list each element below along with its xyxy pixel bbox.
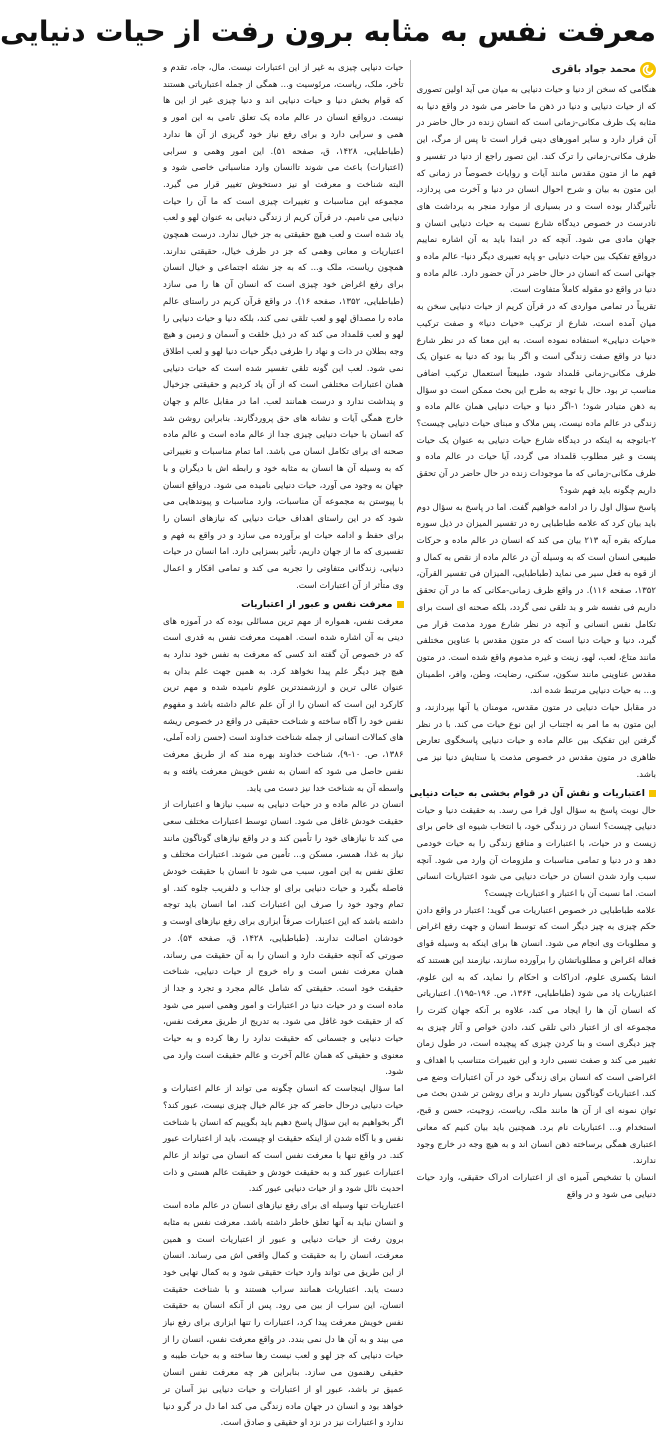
article-headline: معرفت نفس به مثابه برون رفت از حیات دنیایی (0, 15, 656, 48)
paragraph: حال نوبت پاسخ به سؤال اول فرا می رسد. به حقیقت دنیا و حیات دنیایی چیست؟ انسان در زندگی خود، با انتخاب شیوه ای خاص برای زیست و در حیات، با اعتبارات و منافع زندگی را به حیات خودمی دهد و در دنیا و تمامی مناسبات و ملزومات آن وارد می شود. آنچه سبب وارد شدن انسان در حیات دنیایی می شود اعتباریات انسانی است. اما نسبت آن با اعتبار و اعتباریات چیست؟ (416, 805, 656, 900)
author-byline (417, 60, 657, 80)
paragraph: تقریباً در تمامی مواردی که در قرآن کریم از حیات دنیایی سخن به میان آمده است، شارع از ترکیب «حیات دنیا» و صفت ترکیب «حیات دنیایی» استفاده نموده است. به این معنا که در نظر شارع دنیا در واقع صفت زندگی است و اگر بنا بود که دنیا به عنوان یک ظرف مکانی-زمانی قلمداد شود، طبیعتاً استعمال ترکیب اضافی مناسب تر بود. حال با توجه به طرح این بحث ممکن است دو سؤال به ذهن متبادر شود؛ ۱-اگر دنیا و حیات دنیایی همان عالم ماده و زندگی در عالم ماده نیست، پس ملاک و مبنای حیات دنیایی چیست؟ ۲-باتوجه به اینکه در دیدگاه شارع حیات دنیایی به عنوان یک حیات پست و غیر مطلوب قلمداد می گردد، آیا حیات در عالم ماده و ظرف مکانی-زمانی که ما موجودات زنده در حال حاضر در آن تحقق داریم چگونه باید فهم شود؟ (416, 302, 656, 496)
paragraph: علامه طباطبایی در خصوص اعتباریات می گوید: اعتبار در واقع دادن حکم چیزی به چیز دیگر است که توسط انسان و جهت رفع اغراض و مطلوبات وی انجام می شود. انسان ها برای اینکه به وسیله قوای فعاله اغراض و مطلوباتشان را برآورده سازند، نیازمند این هستند که انشا یکسری علوم، ادراکات و احکام را نماید، که به این علوم، اعتباریات یاد می شود (طباطبایی، ۱۳۶۴، ص. ۱۹۶-۱۹۵). اعتباریاتی که انسان آن ها را ایجاد می کند، علاوه بر آنکه جهان کثرت را مجموعه ای از اعتبار ذاتی تلقی کند، دادن خواص و آثار چیزی به چیز دیگری است و بنا کردن چیزی که پیچیده است، در طول زمان تغییر می کند و صفت نسبی دارد و این تغییرات متناسب با اهداف و اغراضی است که انسان برای زندگی خود در آن اعتبارات وضع می کند. اعتباریات گوناگون بسیار دارند و برای روشن تر شدن بحث می توان نمونه ای از آن ها مانند ملک، ریاست، زوجیت، حسن و قبح، استخدام و... اعتباریات نام برد. همچنین باید بیان کنیم که معانی اعتباری همگی برساخته ذهن انسان اند و به هیچ وجه در خارج وجود ندارند. (416, 905, 656, 1167)
paragraph: اعتباریات تنها وسیله ای برای رفع نیازهای انسان در عالم ماده است و انسان نباید به آنها تعلق خاطر داشته باشد. معرفت نفس به مثابه برون رفت از حیات دنیایی و عبور از اعتباریات است و همین معرفت، انسان را به حقیقت و کمال واقعی اش می رساند. انسان از این طریق می تواند وارد حیات حقیقی شود و به کمال نهایی خود دست یابد. اعتباریات همانند سراب هستند و با شناخت حقیقت انسان، این سراب از بین می رود. پس از آنکه انسان به حقیقت نفس خویش معرفت پیدا کرد، اعتبارات را تنها ابزاری برای رفع نیاز می بیند و به آن ها دل نمی بندد. در واقع معرفت نفس، انسان را از حیات دنیایی که جز لهو و لعب نیست رها ساخته و به حیات طیبه و حقیقی رهنمون می سازد. بنابراین هر چه معرفت نفس انسان عمیق تر باشد، عبور او از اعتبارات و حیات دنیایی نیز آسان تر خواهد بود و انسان در جهان ماده زندگی می کند اما دل در گرو دنیا ندارد و اعتبارات نیز در نزد او حقیقی و صادق است. (163, 1201, 404, 1429)
column-right (409, 60, 657, 1200)
section-subhead (163, 596, 404, 613)
circle-swirl-logo-icon (640, 62, 656, 78)
square-bullet-icon (649, 790, 656, 797)
paragraph: هنگامی که سخن از دنیا و حیات دنیایی به میان می آید اولین تصوری که از حیات دنیایی و دنیا در ذهن ما حاضر می شود در واقع دنیا به مثابه یک ظرف مکانی-زمانی است که انسان زنده در حال حاضر در آن قرار دارد و سایر امورهای دینی قرار است تا پس از مرگ، این ظرف مکانی-زمانی را ترک کند. این تصور راجع از دنیا در تفسیر و فهم ما از متون مقدس مانند آیات و روایات خصوصاً در زمانی که این متون به بیان و شرح احوال انسان در دنیا و آخرت می پردازد، تأثیرگذار بوده است و در بسیاری از موارد منجر به برداشت های نادرست در خصوص دیدگاه شارع نسبت به حیات دنیایی انسان و جهان مادی می شود. آنچه که در ابتدا باید به آن اشاره نماییم درواقع تفکیک بین حیات دنیایی -و پایه تعبیری دیگر دنیا- عالم ماده و جهانی است که انسان در حال حاضر در آن حضور دارد. عالم ماده و دنیا در واقع دو مقوله کاملاً متفاوت است. (416, 85, 656, 296)
paragraph: پاسخ سؤال اول را در ادامه خواهیم گفت. اما در پاسخ به سؤال دوم باید بیان کرد که علامه طباطبایی ره در تفسیر المیزان در ذیل سوره مبارکه بقره آیه ۲۱۳ بیان می کند که انسان در عالم ماده و حرکات طبیعی انسان است که به وسیله آن در عالم ماده از نقص به کمال و از قوه به فعل سیر می نماید (طباطبایی، المیزان فی تفسیر القرآن، ۱۳۵۲، صفحه ۱۱۶). در واقع ظرف زمانی-مکانی که ما در آن تحقق داریم فی نفسه شر و بد تلقی نمی گردد، بلکه صحنه ای است برای تکامل نفس انسانی و آنچه در نظر شارع مورد مذمت قرار می گیرد، دنیا و حیات دنیا است که در متون مقدس با عناوین مختلفی مانند متاع، لعب، لهو، زینت و غیره مذموم واقع شده است. در متون مقدس عناوینی مانند سکون، سکنی، رضایت، وطن، وافر، اطمینان و... به حیات دنیایی مرتبط شده اند. (416, 502, 656, 697)
paragraph: معرفت نفس، همواره از مهم ترین مسائلی بوده که در آموزه های دینی به آن اشاره شده است. اهمیت معرفت نفس به قدری است که در خصوص آن گفته اند کسی که معرفت به نفس خود ندارد به هیچ چیز دیگر علم پیدا نخواهد کرد. به همین جهت علم بدان به عنوان عالی ترین و ارزشمندترین علوم نامیده شده و مهم ترین کارکرد این است که انسان را از آن علم عالم داشته باشد و مفهوم نفس خود را آگاه ساخته و شناخت حقیقی در واقع در خصوص ریشه های کمالات انسانی از جمله شناخت خداوند است (حسن زاده آملی، ۱۳۸۶، ص. ۱۰-۹)، شناخت خداوند بهره مند که از طریق معرفت نفس حاصل می شود که انسان به نفس خویش معرفت یافته و به واسطه آن به شناخت خدا نیز دست می یابد. (163, 616, 404, 794)
section-subhead (409, 785, 657, 802)
paragraph: اما سؤال اینجاست که انسان چگونه می تواند از عالم اعتبارات و حیات دنیایی درحال حاضر که جز عالم خیال چیزی نیست، عبور کند؟ اگر بخواهیم به این سؤال پاسخ دهیم باید بگوییم که انسان با شناخت نفس و با آگاه شدن از اینکه حقیقت او چیست، باید از اعتبارات عبور کند. در واقع تنها با معرفت نفس است که انسان می تواند از عالم اعتبارات عبور کند و به حقیقت خودش و حقیقت عالم هستی و ذات احدیت نائل شود و از حیات دنیایی عبور کند. (163, 1084, 404, 1195)
paragraph: انسان با تشخیص آمیزه ای از اعتبارات ادراک حقیقی، وارد حیات دنیایی می شود و در واقع (416, 1173, 656, 1200)
subhead-text: اعتباریات و نقش آن در قوام بخشی به حیات دنیایی (409, 787, 645, 799)
column-left (163, 60, 410, 1429)
paragraph: حیات دنیایی چیزی به غیر از این اعتبارات نیست. مال، جاه، تقدم و تأخر، ملک، ریاست، مرئوسیت و... همگی از جمله اعتباریاتی هستند که قوام بخش دنیا و حیات دنیایی اند و دنیا چیزی غیر از این ها نیست. درواقع انسان در عالم ماده یک تعلق تامی به این امور و همی و سرابی دارد و برای رفع نیاز خود گریزی از آن ها ندارد (طباطبایی، ۱۴۲۸، ق، صفحه ۵۱). این امور وهمی و سرابی (اعتبارات) باعث می شوند تاانسان وارد مناسباتی خاصی شود و البته شناخت و معرفت او نیز دستخوش تغییر قرار می گیرد. مجموعه این مناسبات و تغییرات چیزی است که ما آن را حیات دنیایی می نامیم. در قرآن کریم از زندگی دنیایی به عنوان لهو و لعب یاد شده است و لعب هیچ حقیقتی به جز خیال ندارد. درست همچون اعتباریات و معانی وهمی که جز در ظرف خیال، حقیقتی ندارند. همچون ریاست، ملک و... که به جز نشئه اجتماعی و خیال انسان برای رفع اغراض خود چیزی است که انسان آن ها را می سازد (طباطبایی، ۱۳۵۲، صفحه ۱۶). در واقع قرآن کریم در راستای عالم ماده را مصداق لهو و لعب تلقی نمی کند، بلکه دنیا و حیات دنیایی را لهو و لعب قلمداد می کند که در ذیل خلقت و آسمان و زمین و هیچ وجه بطلان در ذات و نهاد را ظرفی دیگر حیات دنیا لهو و لعب اطلاق نمی شود. لعب این گونه تلقی تفسیر شده است که حیات دنیایی همان اعتبارات مختلفی است که از آن یاد کردیم و حقیقتی جزخیال و پنداشت ندارد و درست همانند لعب. اما در مقابل عالم و جهان خارج همگی آیات و نشانه های حق پروردگارند. بنابراین روشن شد که انسان با حیات دنیایی چیزی جدا از عالم ماده است و عالم ماده صحنه ای برای تکامل انسان می باشد. اما تمام مناسبات و تغییراتی که به وسیله آن ها انسان به مثابه خود و رابطه اش با دیگران و با جهان به وجود می آورد، حیات دنیایی نامیده می شود. درواقع انسان با پیوستن به مجموعه آن مناسبات، وارد مناسبات و پیوندهایی می شود که در این راستای اهداف حیات دنیایی که نیازهای انسان را برای حفظ و ادامه حیات او برآورده می سازد و در واقع به فهم و تفسیری که ما از جهان داریم، تأثیر بسزایی دارد. اما انسان در حیات دنیایی، زندگانی متفاوتی را تجربه می کند و تمامی افکار و اعمال وی متأثر از آن اعتبارات است. (163, 63, 404, 591)
subhead-text: معرفت نفس و عبور از اعتباریات (241, 598, 393, 610)
article-columns (163, 60, 656, 1429)
paragraph: در مقابل حیات دنیایی در متون مقدس، مومنان یا آنها بپردازند، و این متون به ما امر به اجتناب از این نوع حیات می کند. با در نظر گرفتن این تفکیک بین عالم ماده و حیات دنیایی پاسخگوی تعارض ظاهری در متون مقدس در خصوص مذمت یا ستایش دنیا نیز می باشد. (416, 703, 656, 780)
square-bullet-icon (397, 601, 404, 608)
paragraph: انسان در عالم ماده و در حیات دنیایی به سبب نیازها و اعتبارات از حقیقت خودش غافل می شود. انسان توسط اعتبارات مختلف سعی می کند تا نیازهای خود را تأمین کند و در واقع نیازهای گوناگون مانند نیاز به غذا، همسر، مسکن و... تأمین می شوند. اعتبارات مختلف و تعلق نفس به این امور، سبب می شود تا انسان با حقیقت خودش فاصله بگیرد و حیات دنیایی برای او جذاب و دلفریب جلوه کند. او تمام وجود خود را صرف این اعتبارات کند، اما انسان باید توجه داشته باشد که این اعتبارات صرفاً ابزاری برای رفع نیازهای اوست و خودشان اصالت ندارند. (طباطبایی، ۱۴۲۸، ق، صفحه ۵۴). در صورتی که آنچه حقیقت دارد و انسان را به آن حقیقت می رساند، همان معرفت نفس است و راه خروج از حیات دنیایی، شناخت حقیقت خود است. حقیقتی که شامل عالم مجرد و تجرد و جدا از ماده است و در حیات دنیا در اعتبارات و امور وهمی اسیر می شود که از حقیقت خود غافل می شود. به تدریج از طریق معرفت نفس، حیات دنیایی و جسمانی که حقیقت ندارد را رها کرده و به حیات معنوی و حقیقی که همان عالم آخرت و عالم حقیقت است وارد می شود. (163, 800, 404, 1078)
author-name: محمد جواد باقری (551, 63, 636, 75)
